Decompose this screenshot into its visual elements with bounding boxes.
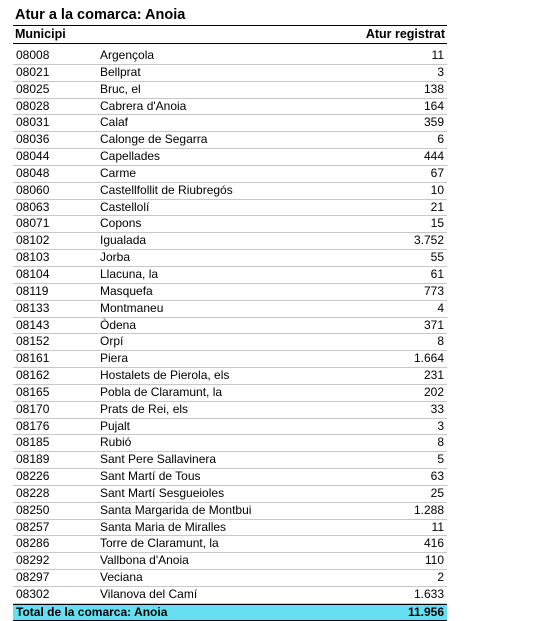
row-municipi: Sant Pere Sallavinera: [100, 452, 217, 467]
row-value: 8: [437, 435, 444, 450]
row-code: 08185: [16, 435, 50, 450]
row-value: 110: [424, 553, 444, 568]
row-municipi: Castellolí: [100, 199, 150, 214]
column-header-atur: Atur registrat: [365, 27, 445, 41]
table-header: [13, 26, 447, 43]
row-value: 3: [437, 418, 444, 433]
row-municipi: Piera: [100, 351, 129, 366]
row-municipi: Pujalt: [100, 418, 131, 433]
table-row: [13, 486, 447, 503]
document: [13, 6, 447, 621]
total-row: [13, 604, 447, 621]
row-value: 5: [437, 452, 444, 467]
row-municipi: Bellprat: [100, 64, 141, 79]
row-code: 08228: [16, 485, 50, 500]
row-code: 08021: [16, 64, 50, 79]
row-code: 08286: [16, 536, 50, 551]
table-row: [13, 48, 447, 65]
table-row: [13, 419, 447, 436]
row-value: 164: [423, 98, 444, 113]
table-row: [13, 250, 447, 267]
row-code: 08103: [16, 250, 50, 265]
row-municipi: Sant Martí Sesgueioles: [100, 485, 225, 500]
row-code: 08102: [16, 233, 50, 248]
row-value: 773: [423, 283, 444, 298]
table-row: [13, 200, 447, 217]
row-value: 231: [423, 368, 444, 383]
row-value: 1.664: [413, 351, 444, 366]
row-municipi: Veciana: [100, 570, 143, 585]
row-code: 08133: [16, 300, 50, 315]
table-row: [13, 233, 447, 250]
table-row: [13, 183, 447, 200]
row-municipi: Torre de Claramunt, la: [100, 536, 219, 551]
row-municipi: Santa Margarida de Montbui: [100, 502, 252, 517]
table-row: [13, 452, 447, 469]
row-municipi: Òdena: [100, 317, 137, 332]
table-row: [13, 503, 447, 520]
row-code: 08044: [16, 149, 50, 164]
row-value: 15: [430, 216, 444, 231]
table-row: [13, 267, 447, 284]
row-value: 21: [430, 199, 444, 214]
row-municipi: Orpí: [100, 334, 124, 349]
row-municipi: Prats de Rei, els: [100, 401, 189, 416]
row-municipi: Cabrera d'Anoia: [100, 98, 187, 113]
row-municipi: Carme: [100, 165, 137, 180]
row-value: 3.752: [413, 233, 444, 248]
table-row: [13, 587, 447, 604]
row-municipi: Sant Martí de Tous: [100, 469, 201, 484]
row-code: 08104: [16, 266, 50, 281]
table-body: [13, 48, 447, 604]
row-municipi: Calonge de Segarra: [100, 132, 208, 147]
row-municipi: Capellades: [100, 149, 161, 164]
table-row: [13, 334, 447, 351]
row-code: 08152: [16, 334, 50, 349]
table-row: [13, 536, 447, 553]
row-code: 08189: [16, 452, 50, 467]
row-code: 08028: [16, 98, 50, 113]
divider: [13, 43, 447, 44]
row-value: 3: [437, 64, 444, 79]
column-header-municipi: Municipi: [15, 27, 66, 41]
row-value: 63: [430, 469, 444, 484]
row-code: 08170: [16, 401, 50, 416]
row-municipi: Vilanova del Camí: [100, 587, 198, 601]
row-value: 67: [430, 165, 444, 180]
table-row: [13, 402, 447, 419]
row-municipi: Hostalets de Pierola, els: [100, 368, 230, 383]
row-code: 08119: [16, 283, 49, 298]
row-municipi: Pobla de Claramunt, la: [100, 384, 223, 399]
table-row: [13, 553, 447, 570]
table-row: [13, 216, 447, 233]
row-value: 359: [423, 115, 444, 130]
table-row: [13, 469, 447, 486]
row-municipi: Montmaneu: [100, 300, 164, 315]
table-row: [13, 301, 447, 318]
row-code: 08071: [16, 216, 50, 231]
row-code: 08143: [16, 317, 50, 332]
row-municipi: Rubió: [100, 435, 132, 450]
table-row: [13, 149, 447, 166]
row-value: 61: [430, 266, 444, 281]
row-value: 371: [423, 317, 444, 332]
row-code: 08060: [16, 182, 50, 197]
table-row: [13, 132, 447, 149]
table-row: [13, 570, 447, 587]
row-code: 08036: [16, 132, 50, 147]
row-value: 138: [423, 81, 444, 96]
row-value: 6: [437, 132, 444, 147]
row-code: 08292: [16, 553, 50, 568]
row-code: 08176: [16, 418, 50, 433]
table-row: [13, 351, 447, 368]
table-row: [13, 99, 447, 116]
row-code: 08031: [16, 115, 50, 130]
row-value: 25: [430, 485, 444, 500]
row-municipi: Castellfollit de Riubregós: [100, 182, 233, 197]
row-code: 08048: [16, 165, 50, 180]
row-municipi: Santa Maria de Miralles: [100, 519, 227, 534]
page-title: Atur a la comarca: Anoia: [15, 7, 186, 23]
row-code: 08165: [16, 384, 50, 399]
row-value: 10: [430, 182, 444, 197]
row-code: 08162: [16, 368, 50, 383]
row-code: 08063: [16, 199, 50, 214]
row-value: 11: [431, 519, 444, 534]
row-value: 1.633: [413, 587, 444, 601]
row-code: 08226: [16, 469, 50, 484]
row-municipi: Calaf: [100, 115, 129, 130]
row-municipi: Llacuna, la: [100, 266, 159, 281]
row-value: 55: [430, 250, 444, 265]
row-municipi: Copons: [100, 216, 142, 231]
table-row: [13, 435, 447, 452]
row-code: 08302: [16, 587, 50, 601]
table-row: [13, 65, 447, 82]
row-municipi: Jorba: [100, 250, 131, 265]
row-value: 444: [423, 149, 444, 164]
table-row: [13, 82, 447, 99]
row-value: 8: [437, 334, 444, 349]
row-value: 4: [437, 300, 444, 315]
row-value: 2: [437, 570, 444, 585]
total-label: Total de la comarca: Anoia: [16, 604, 168, 619]
row-municipi: Vallbona d'Anoia: [100, 553, 189, 568]
row-code: 08008: [16, 48, 50, 62]
row-municipi: Masquefa: [100, 283, 153, 298]
row-value: 416: [423, 536, 444, 551]
table-row: [13, 385, 447, 402]
row-municipi: Bruc, el: [100, 81, 141, 96]
row-code: 08297: [16, 570, 50, 585]
row-value: 202: [423, 384, 444, 399]
row-code: 08161: [16, 351, 50, 366]
table-row: [13, 166, 447, 183]
row-code: 08025: [16, 81, 50, 96]
table-row: [13, 115, 447, 132]
row-code: 08250: [16, 502, 50, 517]
table-row: [13, 284, 447, 301]
row-code: 08257: [16, 519, 50, 534]
row-value: 1.288: [413, 502, 444, 517]
row-value: 11: [431, 48, 444, 62]
table-row: [13, 520, 447, 537]
table-row: [13, 318, 447, 335]
row-municipi: Igualada: [100, 233, 147, 248]
total-value: 11.956: [407, 604, 444, 619]
row-municipi: Argençola: [100, 48, 155, 62]
table-row: [13, 368, 447, 385]
row-value: 33: [430, 401, 444, 416]
